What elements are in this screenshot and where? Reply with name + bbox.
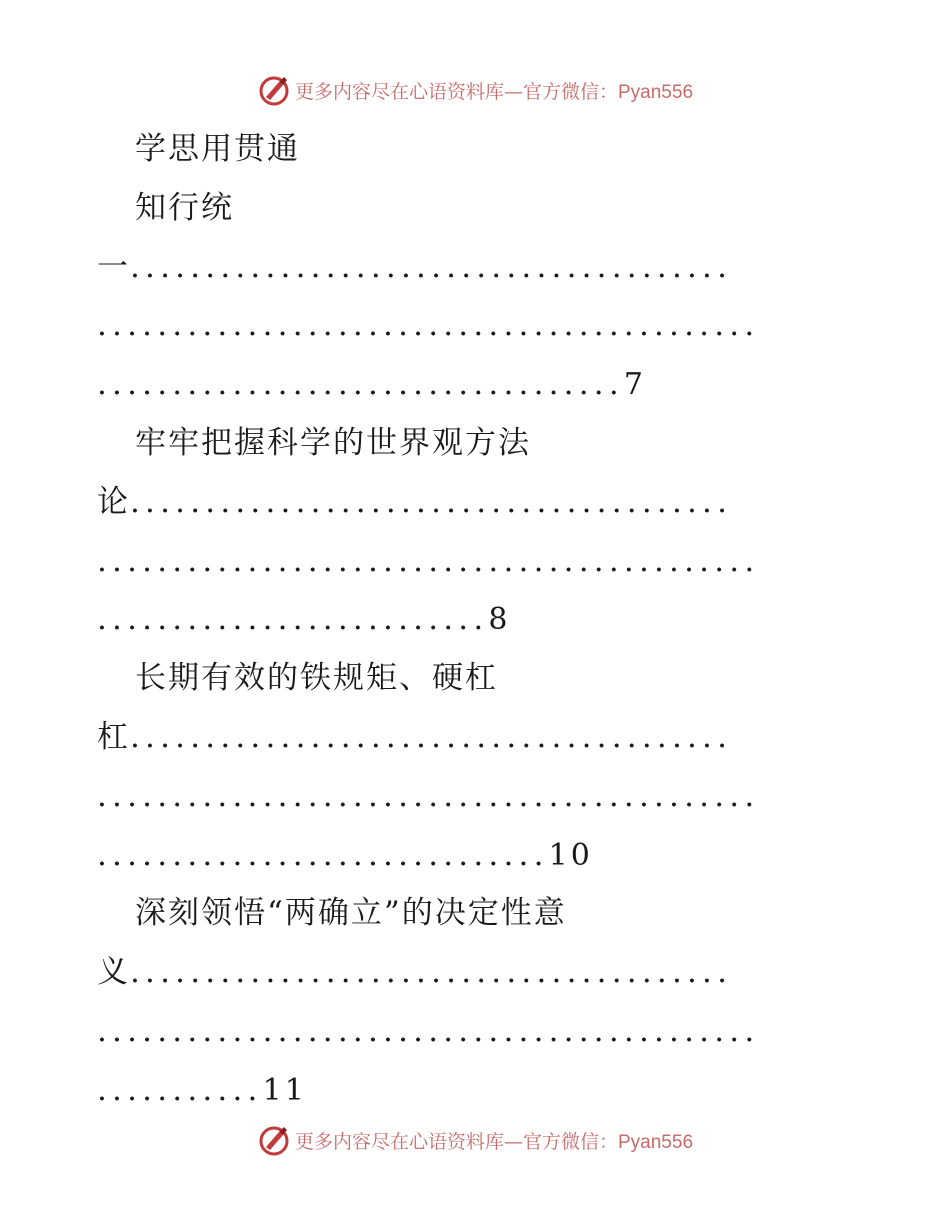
toc-entry-title[interactable]: 长期有效的铁规矩、硬杠 bbox=[135, 660, 498, 697]
toc-title-continuation: 义 bbox=[97, 954, 130, 991]
toc-dot-leader: ............................................ bbox=[97, 307, 760, 344]
toc-leader-line bbox=[97, 355, 842, 414]
watermark-text-cn: 更多内容尽在心语资料库—官方微信： bbox=[294, 1130, 618, 1153]
toc-dot-leader: ........... bbox=[97, 1071, 263, 1108]
table-of-contents bbox=[97, 120, 842, 1120]
toc-dot-leader: ........................................ bbox=[130, 954, 733, 991]
toc-title-continuation: 杠 bbox=[97, 718, 130, 755]
toc-leader-line bbox=[97, 826, 842, 885]
pen-logo-icon bbox=[257, 73, 291, 107]
toc-leader-line bbox=[97, 238, 842, 297]
toc-leader-line bbox=[97, 532, 842, 591]
footer-watermark bbox=[0, 1120, 950, 1160]
toc-leader-line bbox=[97, 943, 842, 1002]
header-watermark bbox=[0, 70, 950, 110]
toc-entry-title[interactable]: 学思用贯通 bbox=[135, 131, 300, 167]
watermark-wechat-id: Pyan556 bbox=[618, 1131, 694, 1153]
watermark-text bbox=[295, 1127, 693, 1154]
toc-title-continuation: 论 bbox=[97, 483, 130, 520]
toc-entry-title[interactable]: 知行统 bbox=[135, 189, 234, 226]
toc-entry-title[interactable]: 牢牢把握科学的世界观方法 bbox=[135, 424, 531, 461]
toc-page-number: 11 bbox=[262, 1072, 307, 1108]
toc-leader-line bbox=[97, 708, 842, 767]
toc-leader-line bbox=[97, 590, 842, 649]
toc-dot-leader: ........................................ bbox=[130, 248, 733, 285]
toc-dot-leader: ........................................ bbox=[130, 718, 733, 755]
toc-leader-line bbox=[97, 767, 842, 826]
watermark-text bbox=[295, 77, 693, 104]
toc-leader-line bbox=[97, 1061, 842, 1120]
toc-dot-leader: ........................................ bbox=[130, 483, 733, 520]
toc-page-number: 8 bbox=[488, 602, 511, 638]
watermark-wechat-id: Pyan556 bbox=[618, 81, 694, 103]
toc-title-continuation: 一 bbox=[97, 248, 130, 285]
toc-leader-line bbox=[97, 473, 842, 532]
toc-leader-line bbox=[97, 296, 842, 355]
watermark-text-cn: 更多内容尽在心语资料库—官方微信： bbox=[294, 80, 618, 103]
toc-dot-leader: .............................. bbox=[97, 836, 549, 873]
toc-leader-line bbox=[97, 1002, 842, 1061]
toc-entry-title[interactable]: 深刻领悟“两确立”的决定性意 bbox=[135, 895, 567, 932]
toc-page-number: 7 bbox=[623, 367, 646, 403]
toc-dot-leader: ............................................ bbox=[97, 777, 760, 814]
toc-dot-leader: ............................................ bbox=[97, 1012, 760, 1049]
pen-logo-icon bbox=[257, 1123, 291, 1157]
toc-dot-leader: ................................... bbox=[97, 366, 624, 403]
toc-dot-leader: ............................................ bbox=[97, 542, 760, 579]
toc-page-number: 10 bbox=[548, 837, 593, 873]
toc-dot-leader: .......................... bbox=[97, 601, 489, 638]
